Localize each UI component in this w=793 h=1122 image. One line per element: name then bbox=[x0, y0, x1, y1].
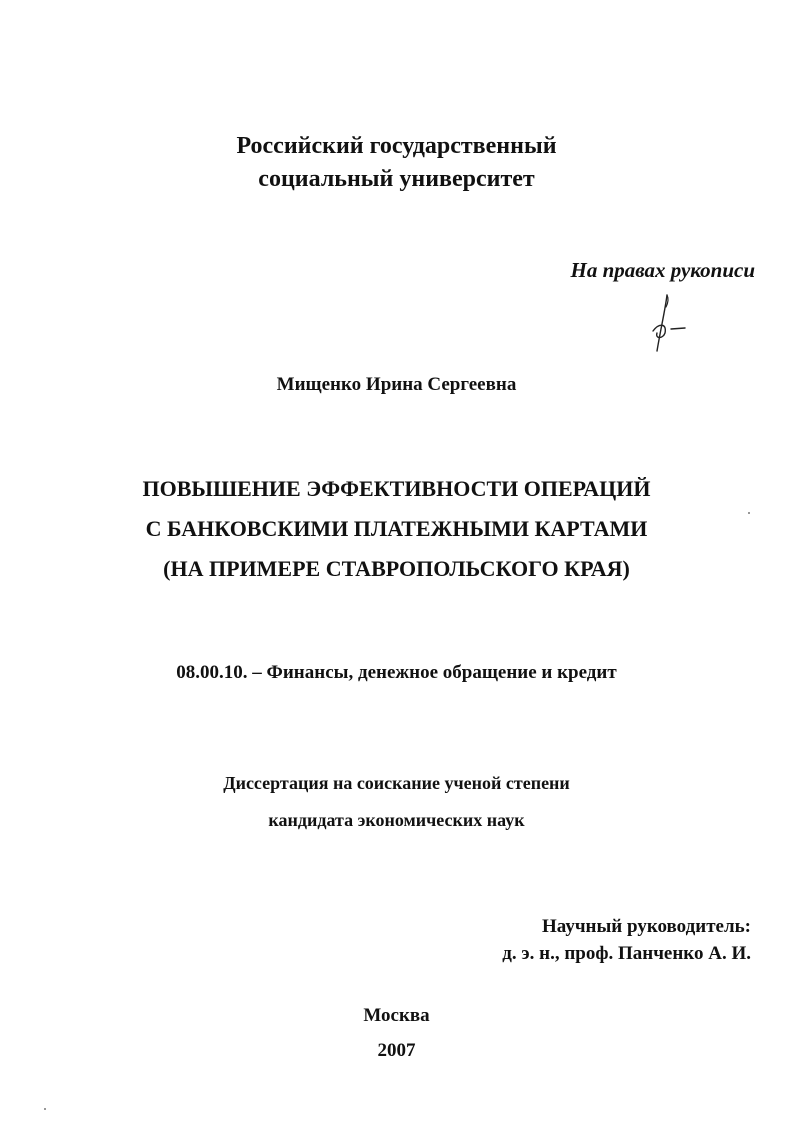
scan-speck bbox=[44, 1108, 46, 1110]
dissertation-line-2: кандидата экономических наук bbox=[268, 810, 525, 830]
specialty-code: 08.00.10. – Финансы, денежное обращение и кредит bbox=[176, 662, 617, 683]
manuscript-note: На правах рукописи bbox=[570, 258, 755, 282]
supervisor-label: Научный руководитель: bbox=[542, 916, 751, 937]
handwritten-signature bbox=[645, 293, 705, 355]
title-line-3: (НА ПРИМЕРЕ СТАВРОПОЛЬСКОГО КРАЯ) bbox=[163, 556, 630, 581]
dissertation-line-1: Диссертация на соискание ученой степени bbox=[223, 773, 570, 793]
supervisor-name: д. э. н., проф. Панченко А. И. bbox=[502, 943, 751, 964]
author-name: Мищенко Ирина Сергеевна bbox=[276, 374, 517, 395]
institution-line-1: Российский государственный bbox=[236, 133, 557, 159]
scan-speck bbox=[748, 512, 750, 514]
title-line-2: С БАНКОВСКИМИ ПЛАТЕЖНЫМИ КАРТАМИ bbox=[145, 516, 648, 541]
title-line-1: ПОВЫШЕНИЕ ЭФФЕКТИВНОСТИ ОПЕРАЦИЙ bbox=[142, 476, 651, 501]
institution-line-2: социальный университет bbox=[258, 166, 535, 192]
city: Москва bbox=[363, 1005, 430, 1026]
year: 2007 bbox=[377, 1040, 416, 1061]
